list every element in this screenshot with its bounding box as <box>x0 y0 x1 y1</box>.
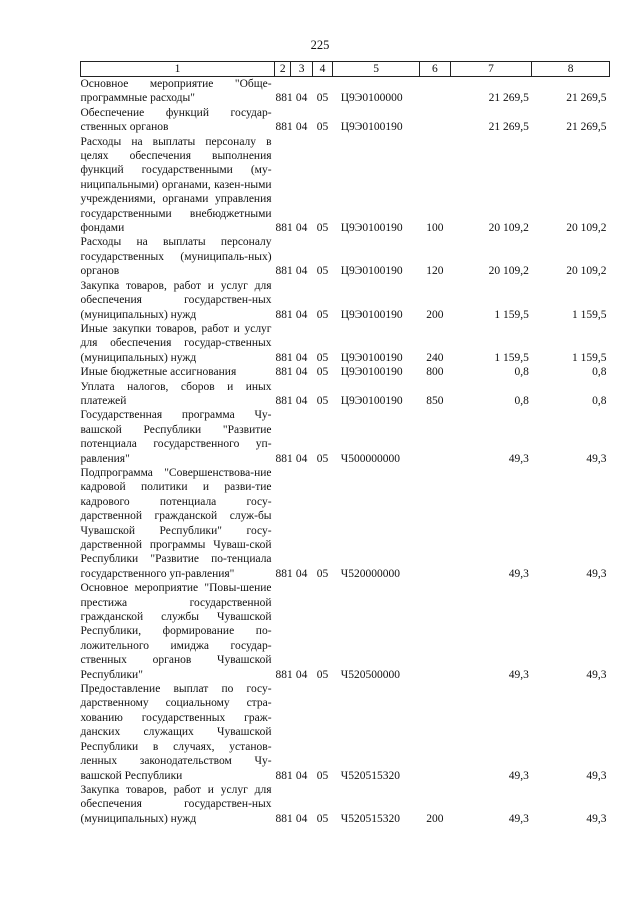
row-subsection: 05 <box>316 92 329 105</box>
row-subsection: 05 <box>316 308 329 321</box>
row-admin-code: 881 <box>275 92 293 105</box>
row-expense-type <box>420 682 451 783</box>
row-name: Государственная программа Чу-вашской Республики "Развитие потенциала государственного уп-равления" <box>80 409 272 465</box>
row-admin-code: 881 <box>275 668 293 681</box>
row-target-code: Ц9Э0100190 <box>340 308 403 321</box>
column-header: 6 <box>420 62 451 77</box>
row-admin-code: 881 <box>275 812 293 825</box>
row-admin-code: 881 <box>275 265 293 278</box>
row-subsection: 05 <box>316 769 329 782</box>
row-target-code: Ц9Э0100000 <box>340 92 403 105</box>
row-target-code: Ц9Э0100190 <box>340 366 403 379</box>
table-body <box>81 77 610 827</box>
row-section: 04 <box>295 668 308 681</box>
table-row <box>81 106 610 135</box>
row-expense-type: 200 <box>426 308 444 321</box>
page-number: 225 <box>310 38 330 52</box>
row-subsection: 05 <box>316 812 329 825</box>
table-row <box>81 682 610 783</box>
row-admin-code: 881 <box>275 308 293 321</box>
row-expense-type: 800 <box>426 366 444 379</box>
table-row <box>81 783 610 826</box>
row-amount-2: 49,3 <box>586 769 607 782</box>
table-row <box>81 466 610 581</box>
row-section: 04 <box>295 812 308 825</box>
row-admin-code: 881 <box>275 121 293 134</box>
column-header: 3 <box>291 62 312 77</box>
row-name: Подпрограмма "Совершенствова-ние кадровой политики и разви-тие кадрового потенциала госу-дарственной гражданской служ-бы Чувашской Республики" госу-дарственной программы Чуваш-ской Республики "Развитие по-тенциала государственного уп-равления" <box>80 466 272 580</box>
row-target-code: Ч520515320 <box>340 769 400 782</box>
row-admin-code: 881 <box>275 351 293 364</box>
row-section: 04 <box>295 567 308 580</box>
row-amount-2: 0,8 <box>592 394 607 407</box>
row-target-code: Ц9Э0100190 <box>340 351 403 364</box>
row-amount-1: 49,3 <box>508 812 529 825</box>
row-name: Иные бюджетные ассигнования <box>80 366 237 379</box>
row-amount-2: 21 269,5 <box>566 121 607 134</box>
row-section: 04 <box>295 265 308 278</box>
row-target-code: Ч520500000 <box>340 668 400 681</box>
row-subsection: 05 <box>316 366 329 379</box>
row-expense-type <box>420 106 451 135</box>
column-header: 5 <box>333 62 420 77</box>
column-header: 7 <box>450 62 532 77</box>
row-amount-2: 49,3 <box>586 668 607 681</box>
column-header: 1 <box>81 62 275 77</box>
row-section: 04 <box>295 394 308 407</box>
row-amount-2: 1 159,5 <box>572 308 607 321</box>
row-expense-type: 850 <box>426 394 444 407</box>
row-target-code: Ч520515320 <box>340 812 400 825</box>
row-target-code: Ц9Э0100190 <box>340 121 403 134</box>
row-target-code: Ц9Э0100190 <box>340 394 403 407</box>
row-amount-1: 20 109,2 <box>488 265 529 278</box>
table-row <box>81 279 610 322</box>
row-section: 04 <box>295 366 308 379</box>
row-amount-1: 49,3 <box>508 452 529 465</box>
table-row <box>81 77 610 106</box>
row-amount-2: 49,3 <box>586 452 607 465</box>
row-name: Основное мероприятие "Повы-шение престижа государственной гражданской службы Чувашской Республики, формирование по-ложительного имиджа государ-ственных органов Чувашской Республики" <box>80 582 272 681</box>
row-subsection: 05 <box>316 668 329 681</box>
row-amount-1: 0,8 <box>514 394 529 407</box>
row-subsection: 05 <box>316 222 329 235</box>
row-expense-type: 200 <box>426 812 444 825</box>
table-row <box>81 581 610 682</box>
row-section: 04 <box>295 222 308 235</box>
budget-table <box>80 61 610 826</box>
row-section: 04 <box>295 308 308 321</box>
row-amount-2: 49,3 <box>586 812 607 825</box>
row-amount-1: 20 109,2 <box>488 222 529 235</box>
row-target-code: Ч520000000 <box>340 567 400 580</box>
row-expense-type <box>420 581 451 682</box>
row-expense-type <box>420 408 451 466</box>
column-header: 8 <box>532 62 610 77</box>
table-row <box>81 408 610 466</box>
row-amount-2: 20 109,2 <box>566 265 607 278</box>
row-section: 04 <box>295 121 308 134</box>
table-row <box>81 135 610 236</box>
row-subsection: 05 <box>316 351 329 364</box>
row-admin-code: 881 <box>275 366 293 379</box>
row-amount-1: 1 159,5 <box>494 308 529 321</box>
row-section: 04 <box>295 452 308 465</box>
column-header: 2 <box>275 62 291 77</box>
row-amount-2: 20 109,2 <box>566 222 607 235</box>
table-row <box>81 365 610 379</box>
row-name: Закупка товаров, работ и услуг для обеспечения государствен-ных (муниципальных) нужд <box>80 783 272 825</box>
row-subsection: 05 <box>316 394 329 407</box>
row-amount-2: 1 159,5 <box>572 351 607 364</box>
row-target-code: Ц9Э0100190 <box>340 222 403 235</box>
row-admin-code: 881 <box>275 394 293 407</box>
row-amount-1: 49,3 <box>508 567 529 580</box>
row-subsection: 05 <box>316 452 329 465</box>
row-name: Расходы на выплаты персоналу государственных (муниципаль-ных) органов <box>80 236 272 278</box>
row-amount-1: 1 159,5 <box>494 351 529 364</box>
row-subsection: 05 <box>316 121 329 134</box>
row-section: 04 <box>295 769 308 782</box>
row-name: Уплата налогов, сборов и иных платежей <box>80 380 272 407</box>
row-admin-code: 881 <box>275 222 293 235</box>
row-expense-type <box>420 77 451 106</box>
row-name: Закупка товаров, работ и услуг для обеспечения государствен-ных (муниципальных) нужд <box>80 279 272 321</box>
row-expense-type: 100 <box>426 222 444 235</box>
row-amount-2: 49,3 <box>586 567 607 580</box>
row-target-code: Ц9Э0100190 <box>340 265 403 278</box>
table-header <box>81 62 610 77</box>
row-amount-1: 0,8 <box>514 366 529 379</box>
row-name: Предоставление выплат по госу-дарственному социальному стра-хованию государственных граж-данских служащих Чувашской Республики в случаях, установ-ленных законодательством Чу-вашской Республики <box>80 683 272 782</box>
header-row <box>81 62 610 77</box>
table-row <box>81 380 610 409</box>
row-subsection: 05 <box>316 567 329 580</box>
row-section: 04 <box>295 92 308 105</box>
row-amount-1: 49,3 <box>508 769 529 782</box>
row-amount-2: 21 269,5 <box>566 92 607 105</box>
column-header: 4 <box>312 62 332 77</box>
row-expense-type: 120 <box>426 265 444 278</box>
row-target-code: Ч500000000 <box>340 452 400 465</box>
row-name: Иные закупки товаров, работ и услуг для обеспечения государ-ственных (муниципальных) нужд <box>80 322 272 364</box>
row-amount-2: 0,8 <box>592 366 607 379</box>
row-name: Обеспечение функций государ-ственных органов <box>80 106 272 134</box>
row-amount-1: 21 269,5 <box>488 92 529 105</box>
row-amount-1: 49,3 <box>508 668 529 681</box>
table-row <box>81 235 610 278</box>
table-row <box>81 322 610 365</box>
row-subsection: 05 <box>316 265 329 278</box>
row-admin-code: 881 <box>275 452 293 465</box>
row-name: Расходы на выплаты персоналу в целях обеспечения выполнения функций государственными (му-ниципальными) органами, казен-ными учреждениями, органами управления государственными внебюджетными фондами <box>80 135 272 235</box>
row-admin-code: 881 <box>275 769 293 782</box>
row-admin-code: 881 <box>275 567 293 580</box>
row-section: 04 <box>295 351 308 364</box>
row-name: Основное мероприятие "Обще-программные расходы" <box>80 78 272 105</box>
row-amount-1: 21 269,5 <box>488 121 529 134</box>
row-expense-type: 240 <box>426 351 444 364</box>
row-expense-type <box>420 466 451 581</box>
